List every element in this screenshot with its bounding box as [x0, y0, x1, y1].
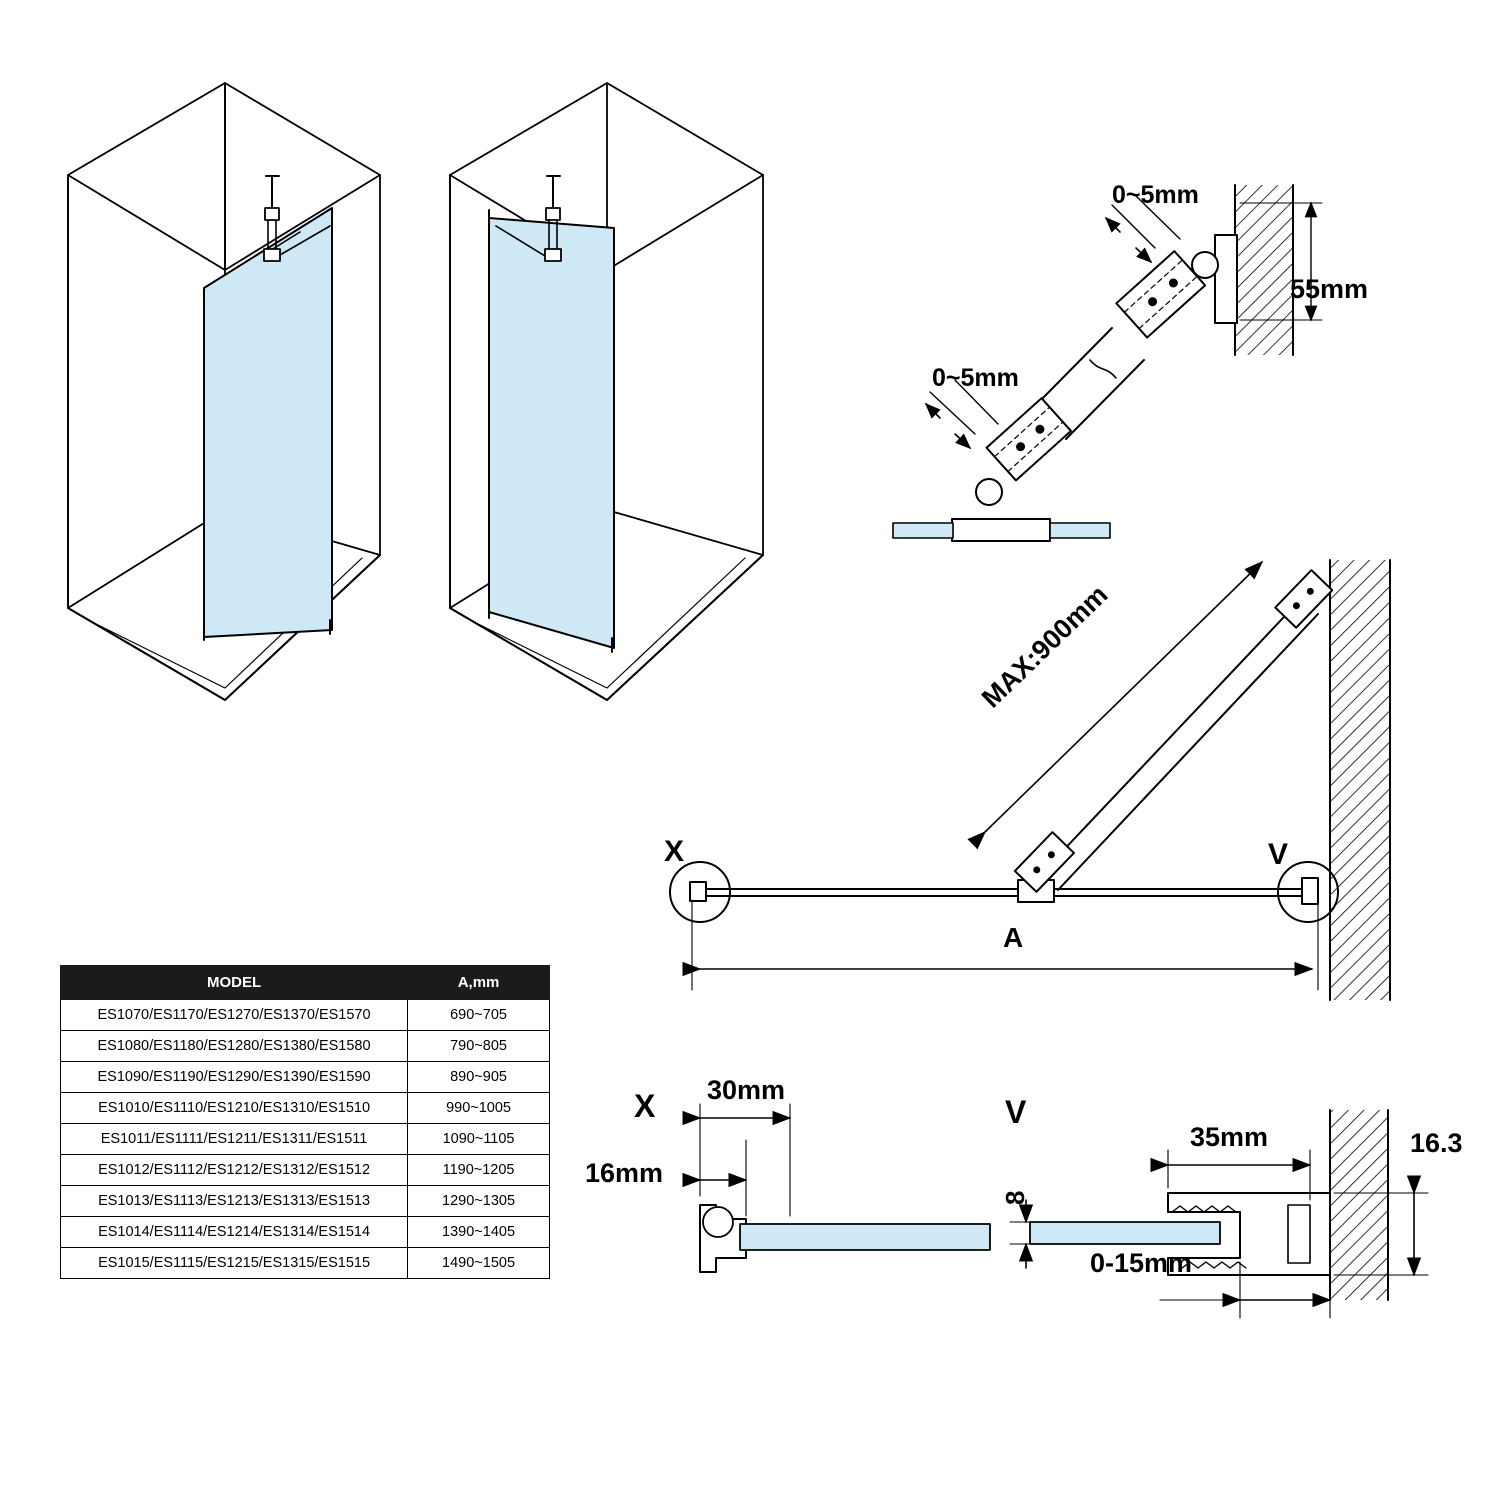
cell-dimension: 1490~1505	[408, 1248, 550, 1279]
table-row	[61, 1155, 550, 1186]
table-row	[61, 1031, 550, 1062]
table-row	[61, 1000, 550, 1031]
label-profile-x-inner: 16mm	[585, 1158, 664, 1188]
label-glass-thickness: 8	[1000, 1190, 1030, 1205]
bar-joint-detail	[893, 185, 1322, 541]
plan-view-support	[670, 560, 1390, 1000]
cell-dimension: 790~805	[408, 1031, 550, 1062]
cell-model: ES1010/ES1110/ES1210/ES1310/ES1510	[61, 1093, 408, 1124]
label-profile-x-outer: 30mm	[707, 1075, 786, 1105]
cell-model: ES1013/ES1113/ES1213/ES1313/ES1513	[61, 1186, 408, 1217]
cell-dimension: 1390~1405	[408, 1217, 550, 1248]
cell-model: ES1012/ES1112/ES1212/ES1312/ES1512	[61, 1155, 408, 1186]
label-profile-v-width: 35mm	[1190, 1122, 1269, 1152]
label-gap-bottom: 0~5mm	[932, 364, 1019, 392]
label-detail-x-callout: X	[664, 835, 685, 868]
table-row	[61, 1248, 550, 1279]
cell-dimension: 1090~1105	[408, 1124, 550, 1155]
label-span-a: A	[1003, 922, 1024, 953]
label-profile-v-height: 16.3	[1410, 1128, 1463, 1158]
enclosure-view-right	[450, 83, 763, 700]
table-row	[61, 1186, 550, 1217]
label-detail-x: X	[634, 1088, 656, 1124]
detail-x-section	[700, 1104, 990, 1272]
label-gap-top: 0~5mm	[1112, 181, 1199, 209]
label-detail-v-callout: V	[1268, 838, 1289, 871]
cell-model: ES1080/ES1180/ES1280/ES1380/ES1580	[61, 1031, 408, 1062]
label-bracket-height: 55mm	[1290, 274, 1369, 304]
table-row	[61, 1093, 550, 1124]
label-detail-v: V	[1005, 1094, 1027, 1130]
model-spec-table	[60, 965, 550, 1279]
label-wall-adjust: 0-15mm	[1090, 1248, 1193, 1278]
table-header-model: MODEL	[61, 966, 408, 1000]
table-row	[61, 1062, 550, 1093]
table-row	[61, 1124, 550, 1155]
cell-dimension: 1190~1205	[408, 1155, 550, 1186]
table-header-a: A,mm	[408, 966, 550, 1000]
enclosure-view-left	[68, 83, 380, 700]
cell-model: ES1090/ES1190/ES1290/ES1390/ES1590	[61, 1062, 408, 1093]
cell-dimension: 1290~1305	[408, 1186, 550, 1217]
cell-dimension: 990~1005	[408, 1093, 550, 1124]
cell-dimension: 690~705	[408, 1000, 550, 1031]
table-header-row	[61, 966, 550, 1000]
cell-model: ES1070/ES1170/ES1270/ES1370/ES1570	[61, 1000, 408, 1031]
cell-model: ES1011/ES1111/ES1211/ES1311/ES1511	[61, 1124, 408, 1155]
cell-dimension: 890~905	[408, 1062, 550, 1093]
cell-model: ES1014/ES1114/ES1214/ES1314/ES1514	[61, 1217, 408, 1248]
table-row	[61, 1217, 550, 1248]
cell-model: ES1015/ES1115/ES1215/ES1315/ES1515	[61, 1248, 408, 1279]
label-max-bar-length: MAX:900mm	[976, 579, 1114, 714]
